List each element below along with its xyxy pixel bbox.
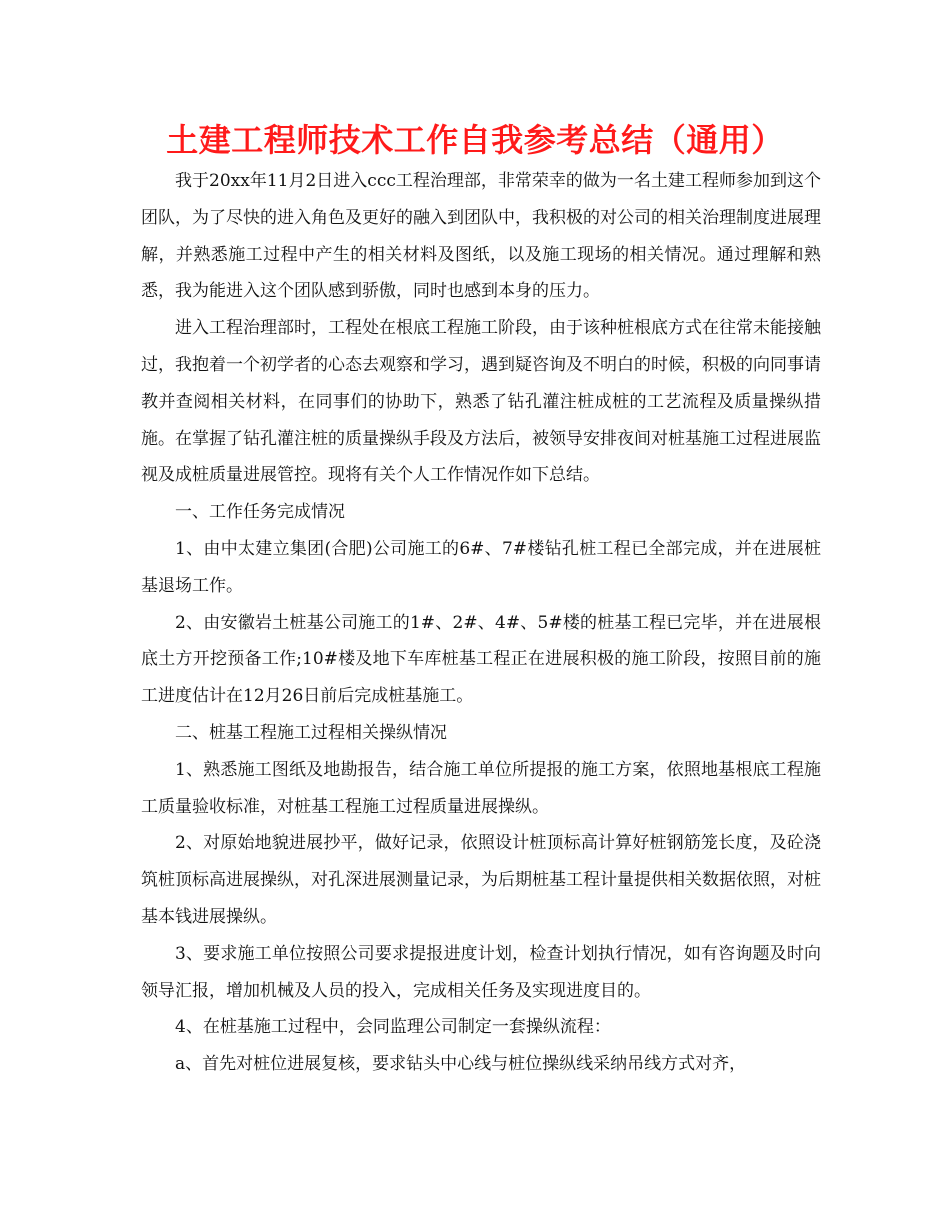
document-title: 土建工程师技术工作自我参考总结（通用） [166,121,784,159]
section-heading: 一、工作任务完成情况 [175,502,345,523]
list-item: a、首先对桩位进展复核，要求钻头中心线与桩位操纵线采纳吊线方式对齐， [175,1054,747,1075]
paragraph: 进入工程治理部时，工程处在根底工程施工阶段，由于该种桩根底方式在往常未能接触过，我抱着一个初学者的心态去观察和学习，遇到疑咨询及不明白的时候，积极的向同事请教并查阅相关材料，在同事们的协助下，熟悉了钻孔灌注桩成桩的工艺流程及质量操纵措施。在掌握了钻孔灌注桩的质量操纵手段及方法后，被领导安排夜间对桩基施工过程进展监视及成桩质量进展管控。现将有关个人工作情况作如下总结。 [141,318,821,486]
section-heading: 二、桩基工程施工过程相关操纵情况 [175,722,447,743]
list-item: 1、由中太建立集团(合肥)公司施工的6#、7#楼钻孔桩工程已全部完成，并在进展桩基退场工作。 [141,538,821,596]
list-item: 3、要求施工单位按照公司要求提报进度计划，检查计划执行情况，如有咨询题及时向领导汇报，增加机械及人员的投入，完成相关任务及实现进度目的。 [141,943,821,1001]
list-item: 2、由安徽岩土桩基公司施工的1#、2#、4#、5#楼的桩基工程已完毕，并在进展根底土方开挖预备工作;10#楼及地下车库桩基工程正在进展积极的施工阶段，按照目前的施工进度估计在12月26日前后完成桩基施工。 [141,612,821,707]
list-item: 4、在桩基施工过程中，会同监理公司制定一套操纵流程： [175,1017,611,1038]
list-item: 1、熟悉施工图纸及地勘报告，结合施工单位所提报的施工方案，依照地基根底工程施工质量验收标准，对桩基工程施工过程质量进展操纵。 [141,759,821,817]
document-body [141,163,821,1083]
list-item: 2、对原始地貌进展抄平，做好记录，依照设计桩顶标高计算好桩钢筋笼长度，及砼浇筑桩顶标高进展操纵，对孔深进展测量记录，为后期桩基工程计量提供相关数据依照，对桩基本钱进展操纵。 [141,833,821,927]
paragraph: 我于20xx年11月2日进入ccc工程治理部，非常荣幸的做为一名土建工程师参加到这个团队，为了尽快的进入角色及更好的融入到团队中，我积极的对公司的相关治理制度进展理解，并熟悉施工过程中产生的相关材料及图纸，以及施工现场的相关情况。通过理解和熟悉，我为能进入这个团队感到骄傲，同时也感到本身的压力。 [141,171,821,302]
